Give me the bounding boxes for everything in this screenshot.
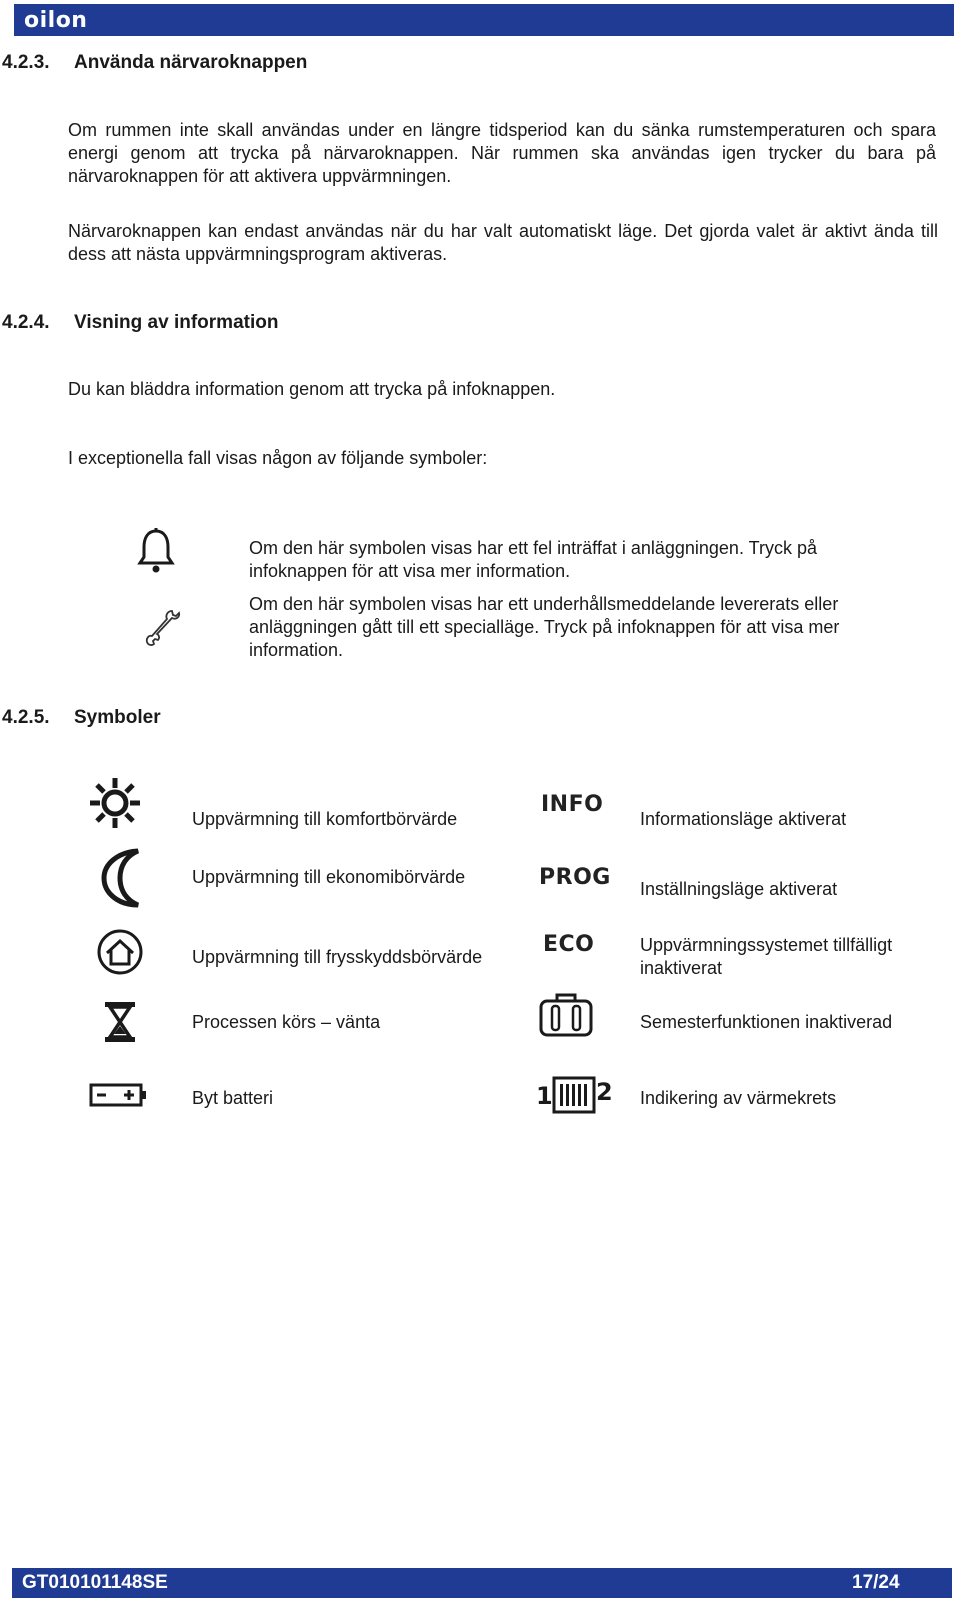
symbol-label: Uppvärmning till frysskyddsbörvärde xyxy=(192,947,483,967)
section-heading-425 xyxy=(2,707,161,729)
symbol-label: Informationsläge aktiverat xyxy=(640,809,847,829)
paragraph: Närvaroknappen kan endast användas när du har valt automatiskt läge. Det gjorda valet är aktivt ända till dess att nästa uppvärmningsprogram aktiveras. xyxy=(68,221,938,264)
info-icon: INFO xyxy=(541,792,604,817)
symbol-label: Semesterfunktionen inaktiverad xyxy=(640,1012,893,1032)
section-number: 4.2.5. xyxy=(2,707,50,728)
battery-icon xyxy=(88,1082,148,1110)
symbol-label: Uppvärmning till ekonomibörvärde xyxy=(192,867,466,887)
alarm-description: Om den här symbolen visas har ett fel inträffat i anläggningen. Tryck på infoknappen för att visa mer information. xyxy=(249,538,817,581)
suitcase-icon xyxy=(538,992,594,1038)
section-heading-423 xyxy=(2,52,307,74)
oilon-logo: oilon xyxy=(24,8,88,33)
paragraph: I exceptionella fall visas någon av följande symboler: xyxy=(68,448,488,468)
symbol-label: Uppvärmning till komfortbörvärde xyxy=(192,809,458,829)
symbol-label: Byt batteri xyxy=(192,1088,274,1108)
bell-icon xyxy=(136,528,176,574)
section-title: Visning av information xyxy=(74,312,279,333)
service-description: Om den här symbolen visas har ett underhållsmeddelande levererats eller anläggningen gått till ett specialläge. Tryck på infoknappen för att visa mer information. xyxy=(249,594,840,660)
header-bar xyxy=(14,4,954,36)
section-title: Symboler xyxy=(74,707,161,728)
page-number: 17/24 xyxy=(852,1572,900,1593)
section-title: Använda närvaroknappen xyxy=(74,52,308,73)
symbol-label: Indikering av värmekrets xyxy=(640,1088,837,1108)
paragraph: Du kan bläddra information genom att trycka på infoknappen. xyxy=(68,379,556,399)
hourglass-icon xyxy=(103,1000,137,1044)
section-number: 4.2.3. xyxy=(2,52,50,73)
moon-icon xyxy=(98,848,146,908)
heating-circuit-icon xyxy=(536,1072,616,1116)
wrench-icon xyxy=(144,608,182,648)
symbol-label: Uppvärmningssystemet tillfälligt inaktiverat xyxy=(640,935,893,978)
circuit-number: 2 xyxy=(596,1078,613,1106)
circuit-number: 1 xyxy=(536,1082,553,1110)
sun-icon xyxy=(88,776,142,830)
house-icon xyxy=(96,928,144,976)
section-heading-424 xyxy=(2,312,278,334)
prog-icon: PROG xyxy=(539,865,611,890)
document-code: GT010101148SE xyxy=(22,1572,168,1593)
symbol-label: Inställningsläge aktiverat xyxy=(640,879,838,899)
symbol-label: Processen körs – vänta xyxy=(192,1012,381,1032)
paragraph: Om rummen inte skall användas under en längre tidsperiod kan du sänka rumstemperaturen och spara energi genom att trycka på närvaroknappen. När rummen ska användas igen trycker du bara på närvaroknappen för att aktivera uppvärmningen. xyxy=(68,120,936,186)
eco-icon: ECO xyxy=(543,932,595,957)
section-number: 4.2.4. xyxy=(2,312,50,333)
